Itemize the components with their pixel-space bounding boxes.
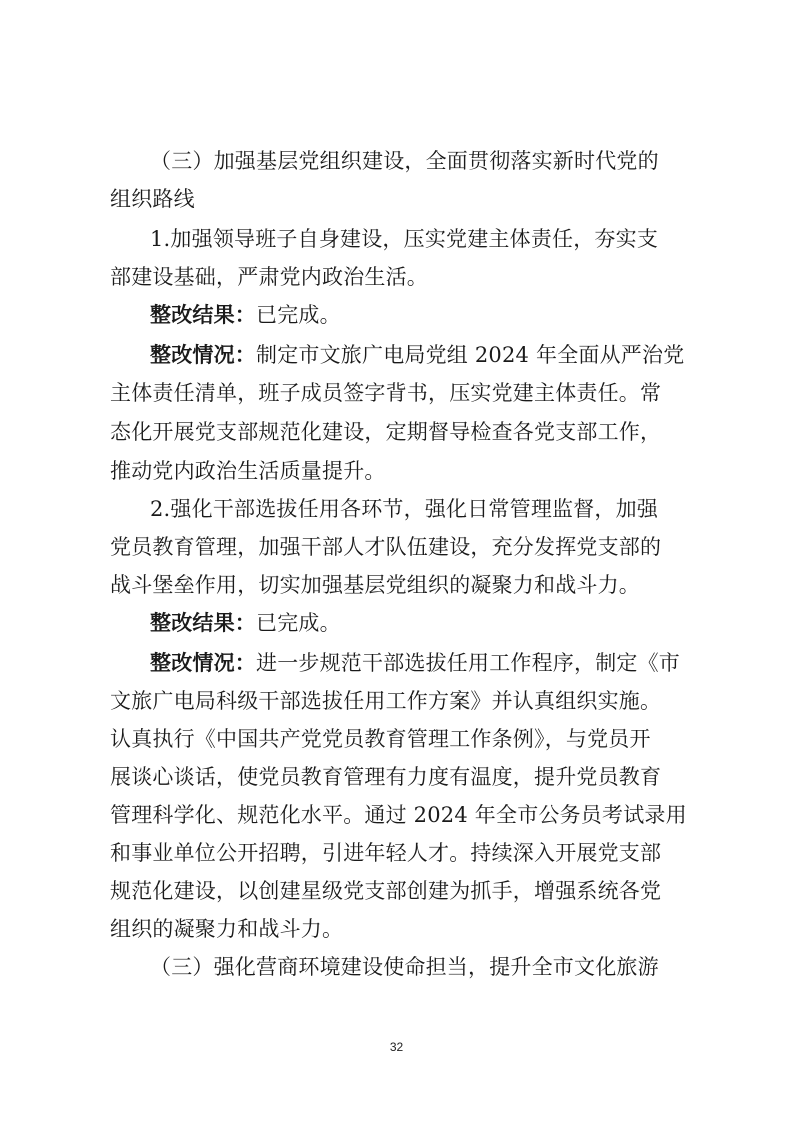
status-2-cont-a: 文旅广电局科级干部选拔任用工作方案》并认真组织实施。 [110,689,662,713]
status-label: 整改情况： [150,651,256,675]
result-value: 已完成。 [256,303,341,327]
status-1-cont-b: 态化开展党支部规范化建设，定期督导检查各党支部工作， [110,420,662,444]
item-1-text-cont: 部建设基础，严肃党内政治生活。 [110,265,428,289]
status-2-cont-g: 组织的凝聚力和战斗力。 [110,917,344,941]
section-heading-3-cont: 组织路线 [110,187,195,211]
section-heading-3: （三）加强基层党组织建设，全面贯彻落实新时代党的 [150,149,659,173]
item-2-text-cont-a: 党员教育管理，加强干部人才队伍建设，充分发挥党支部的 [110,535,662,559]
item-2-text-cont-b: 战斗堡垒作用，切实加强基层党组织的凝聚力和战斗力。 [110,573,640,597]
section-heading-next: （三）强化营商环境建设使命担当，提升全市文化旅游 [150,955,659,979]
result-label: 整改结果： [150,303,256,327]
status-2-cont-f: 规范化建设，以创建星级党支部创建为抓手，增强系统各党 [110,879,662,903]
status-line-2: 整改情况：进一步规范干部选拔任用工作程序，制定《市 [150,651,680,675]
result-line-1 [0,300,793,330]
status-line-1: 整改情况：制定市文旅广电局党组 2024 年全面从严治党 [150,343,685,367]
item-2-text: 2.强化干部选拔任用各环节，强化日常管理监督，加强 [150,497,659,521]
status-1-cont-c: 推动党内政治生活质量提升。 [110,459,386,483]
status-2-cont-e: 和事业单位公开招聘，引进年轻人才。持续深入开展党支部 [110,841,662,865]
page-number: 32 [389,1040,404,1054]
status-1-cont-a: 主体责任清单，班子成员签字背书，压实党建主体责任。常 [110,381,662,405]
status-2-cont-c: 展谈心谈话，使党员教育管理有力度有温度，提升党员教育 [110,765,662,789]
status-label: 整改情况： [150,343,256,367]
result-value: 已完成。 [256,611,341,635]
status-2-cont-d: 管理科学化、规范化水平。通过 2024 年全市公务员考试录用 [110,803,687,827]
result-line-2 [0,608,793,638]
status-2-cont-b: 认真执行《中国共产党党员教育管理工作条例》，与党员开 [110,727,651,751]
result-label: 整改结果： [150,611,256,635]
item-1-text: 1.加强领导班子自身建设，压实党建主体责任，夯实支 [150,227,659,251]
